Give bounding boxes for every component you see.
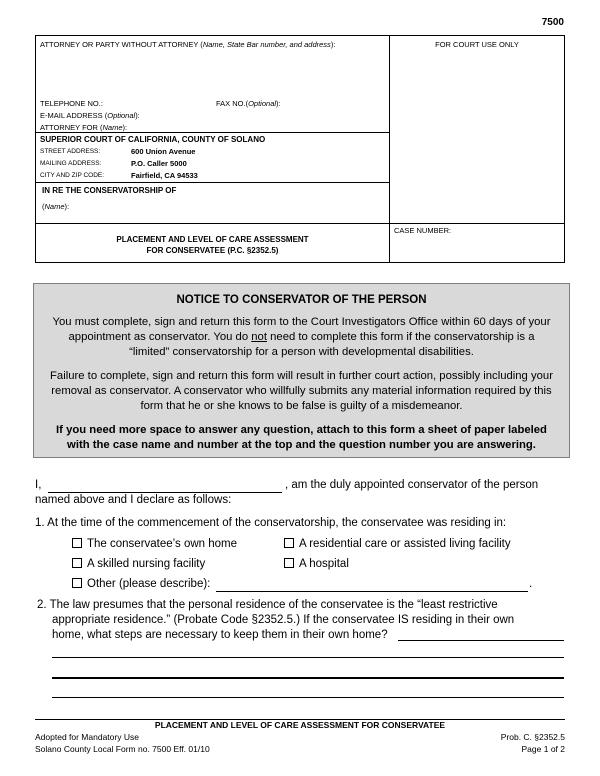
notice-text: You must complete, sign and return this form to the Court Investigators Office within 60 days of your — [52, 316, 551, 328]
checkbox[interactable] — [72, 558, 82, 568]
in-re-label: IN RE THE CONSERVATORSHIP OF — [42, 186, 177, 195]
divider — [36, 132, 389, 133]
notice-text: “limited” conservatorship for a person with developmental disabilities. — [129, 346, 474, 358]
answer-line[interactable] — [52, 697, 564, 698]
option-own-home[interactable]: The conservatee’s own home — [72, 538, 237, 550]
question-1-text: 1. At the time of the commencement of the conservatorship, the conservatee was residing in: — [35, 517, 507, 529]
notice-text: Failure to complete, sign and return this form will result in further court action, possibly including your — [50, 370, 553, 382]
option-skilled-nursing[interactable]: A skilled nursing facility — [72, 558, 205, 570]
caption-box — [35, 35, 565, 263]
name-hint: (Name): — [42, 202, 70, 211]
footer-title: PLACEMENT AND LEVEL OF CARE ASSESSMENT FOR CONSERVATEE — [154, 720, 446, 730]
attorney-for-label: ATTORNEY FOR (Name): — [40, 123, 128, 132]
notice-paragraph-1 — [34, 315, 569, 360]
notice-text: appointment as conservator. You do not need to complete this form if the conservatorship is a — [68, 331, 535, 343]
notice-text: removal as conservator. A conservator who willfully submits any material information required by this — [51, 385, 552, 397]
form-title: PLACEMENT AND LEVEL OF CARE ASSESSMENT FOR CONSERVATEE (P.C. §2352.5) — [116, 235, 309, 255]
notice-paragraph-2 — [34, 369, 569, 414]
attorney-label: ATTORNEY OR PARTY WITHOUT ATTORNEY (Name, State Bar number, and address): — [40, 40, 336, 49]
city-value: Fairfield, CA 94533 — [131, 171, 198, 180]
city-label: CITY AND ZIP CODE: — [40, 172, 105, 179]
checkbox[interactable] — [284, 538, 294, 548]
court-use-label: FOR COURT USE ONLY — [435, 40, 519, 49]
other-end-period: . — [529, 578, 533, 590]
footer-adopted: Adopted for Mandatory Use — [35, 732, 139, 742]
conservator-name-field[interactable] — [48, 492, 282, 493]
divider — [36, 182, 389, 183]
option-residential-care[interactable]: A residential care or assisted living facility — [284, 538, 511, 550]
street-value: 600 Union Avenue — [131, 147, 196, 156]
answer-line[interactable] — [52, 677, 564, 679]
declaration-prefix: I, — [35, 479, 42, 491]
option-other[interactable]: Other (please describe): — [72, 578, 210, 590]
footer-statute: Prob. C. §2352.5 — [500, 732, 565, 742]
footer-page-number: Page 1 of 2 — [521, 744, 565, 754]
case-number-label: CASE NUMBER: — [394, 226, 452, 235]
mailing-value: P.O. Caller 5000 — [131, 159, 187, 168]
notice-paragraph-3 — [34, 423, 569, 453]
notice-text: If you need more space to answer any question, attach to this form a sheet of paper labeled — [56, 424, 547, 436]
option-hospital[interactable]: A hospital — [284, 558, 349, 570]
divider — [36, 223, 564, 224]
answer-line[interactable] — [398, 640, 564, 641]
telephone-label: TELEPHONE NO.: — [40, 99, 103, 108]
footer-form-number: Solano County Local Form no. 7500 Eff. 01/10 — [35, 744, 210, 754]
fax-label: FAX NO.(Optional): — [216, 99, 281, 108]
street-label: STREET ADDRESS: — [40, 148, 101, 155]
question-2-text: 2. The law presumes that the personal residence of the conservatee is the “least restrictive appropriate residence.” (Probate Code §2352.5.) If the conservatee IS residing in their own home, what steps are necessary to keep them in their own home? — [37, 599, 515, 641]
checkbox[interactable] — [72, 578, 82, 588]
mailing-label: MAILING ADDRESS: — [40, 160, 102, 167]
court-name: SUPERIOR COURT OF CALIFORNIA, COUNTY OF SOLANO — [40, 135, 266, 144]
notice-text: form that he or she knows to be false is guilty of a misdemeanor. — [140, 400, 463, 412]
other-description-field[interactable] — [216, 591, 528, 592]
answer-line[interactable] — [52, 657, 564, 658]
declaration-line-2: named above and I declare as follows: — [35, 494, 232, 506]
checkbox[interactable] — [72, 538, 82, 548]
caption-divider — [389, 36, 390, 262]
notice-heading: NOTICE TO CONSERVATOR OF THE PERSON — [176, 294, 427, 306]
notice-box — [33, 283, 570, 458]
notice-text: with the case name and number at the top and the question number you are answering. — [67, 439, 536, 451]
declaration-suffix: , am the duly appointed conservator of the person — [285, 479, 539, 491]
checkbox[interactable] — [284, 558, 294, 568]
email-label: E-MAIL ADDRESS (Optional): — [40, 111, 140, 120]
form-number: 7500 — [541, 17, 564, 28]
